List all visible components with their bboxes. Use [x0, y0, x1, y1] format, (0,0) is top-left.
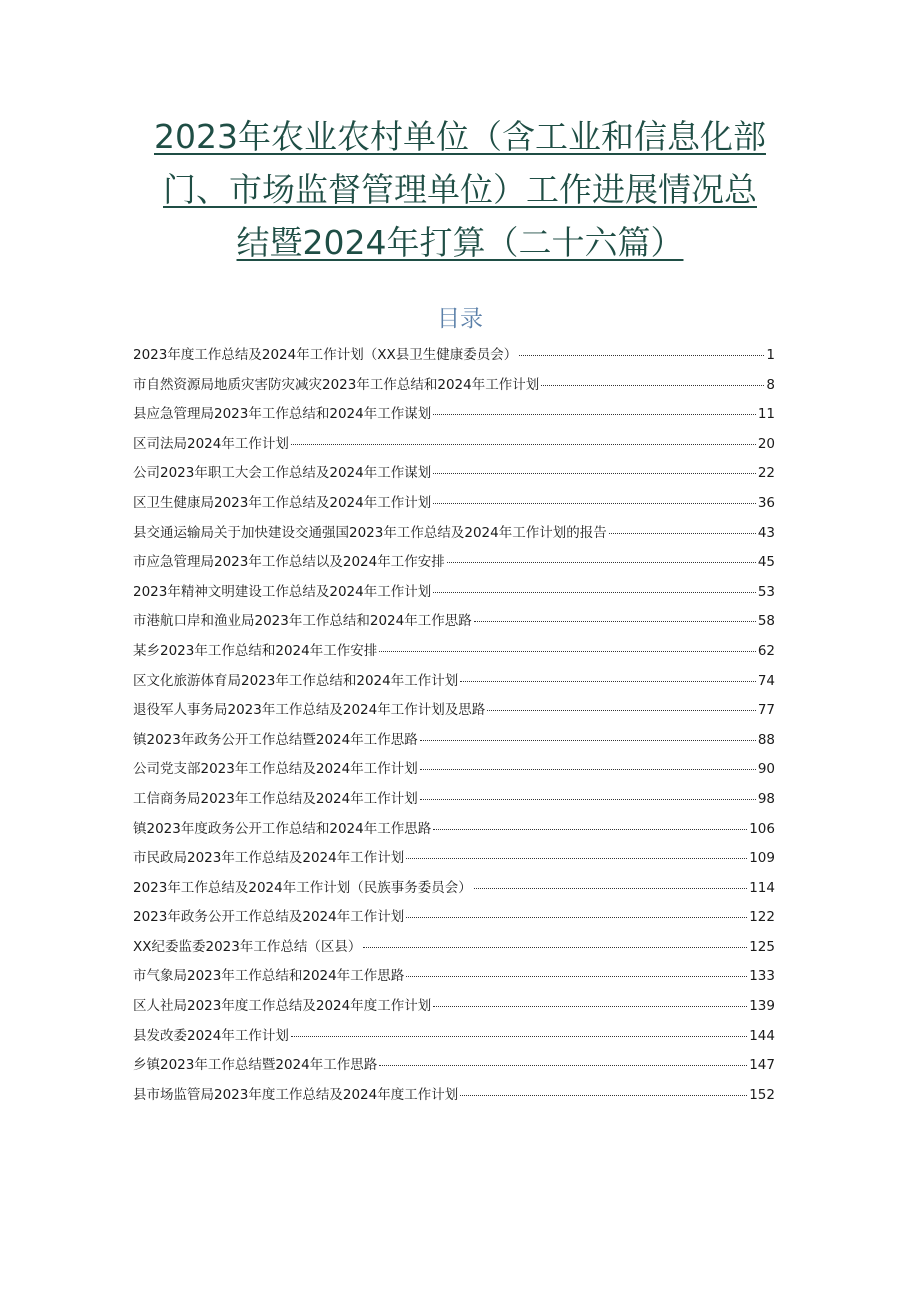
- toc-entry-page: 1: [766, 347, 775, 363]
- toc-entry-title: 2023年工作总结及2024年工作计划（民族事务委员会）: [133, 879, 472, 896]
- toc-entry-page: 90: [757, 761, 775, 778]
- toc-entry-page: 20: [757, 435, 775, 452]
- toc-entry-title: 县交通运输局关于加快建设交通强国2023年工作总结及2024年工作计划的报告: [133, 524, 607, 541]
- toc-entry-title: 市气象局2023年工作总结和2024年工作思路: [133, 968, 405, 985]
- toc-entry-title: 镇2023年政务公开工作总结暨2024年工作思路: [133, 731, 418, 748]
- toc-entry[interactable]: [133, 491, 775, 521]
- toc-leader-dots: [379, 651, 756, 652]
- document-title: [150, 110, 770, 269]
- toc-entry[interactable]: [133, 817, 775, 847]
- toc-leader-dots: [433, 503, 756, 504]
- toc-entry-page: 122: [749, 909, 775, 926]
- toc-entry-page: 106: [749, 820, 775, 837]
- toc-leader-dots: [541, 385, 764, 386]
- toc-leader-dots: [460, 681, 756, 682]
- toc-entry-page: 147: [749, 1057, 775, 1074]
- toc-entry[interactable]: [133, 846, 775, 876]
- toc-entry-title: XX纪委监委2023年工作总结（区县）: [133, 938, 362, 955]
- toc-entry[interactable]: [133, 905, 775, 935]
- toc-entry-page: 22: [757, 465, 775, 482]
- document-title-line-2: 门、市场监督管理单位）工作进展情况总: [163, 170, 757, 209]
- toc-entry[interactable]: [133, 402, 775, 432]
- toc-entry-page: 8: [766, 376, 775, 393]
- toc-leader-dots: [460, 1095, 747, 1096]
- toc-leader-dots: [291, 1036, 747, 1037]
- toc-leader-dots: [406, 917, 747, 918]
- toc-heading: 目录: [437, 306, 483, 332]
- toc-entry-page: 62: [757, 642, 775, 659]
- toc-entry[interactable]: [133, 935, 775, 965]
- toc-entry-page: 152: [749, 1086, 775, 1103]
- toc-entry[interactable]: [133, 550, 775, 580]
- toc-entry-page: 74: [757, 672, 775, 689]
- toc-entry-title: 区卫生健康局2023年工作总结及2024年工作计划: [133, 494, 432, 511]
- toc-entry[interactable]: [133, 728, 775, 758]
- toc-leader-dots: [519, 355, 764, 356]
- toc-entry-page: 77: [757, 702, 775, 719]
- toc-entry-title: 工信商务局2023年工作总结及2024年工作计划: [133, 790, 418, 807]
- toc-entry[interactable]: [133, 373, 775, 403]
- toc-entry-title: 2023年政务公开工作总结及2024年工作计划: [133, 909, 405, 926]
- toc-entry[interactable]: [133, 521, 775, 551]
- toc-entry-page: 45: [757, 554, 775, 571]
- toc-leader-dots: [406, 976, 747, 977]
- toc-entry-page: 144: [749, 1027, 775, 1044]
- toc-entry-title: 区人社局2023年度工作总结及2024年度工作计划: [133, 998, 432, 1015]
- toc-entry-title: 市民政局2023年工作总结及2024年工作计划: [133, 850, 405, 867]
- toc-entry-page: 98: [757, 790, 775, 807]
- toc-entry[interactable]: [133, 580, 775, 610]
- table-of-contents: [133, 343, 775, 1112]
- toc-leader-dots: [291, 444, 756, 445]
- toc-entry[interactable]: [133, 432, 775, 462]
- toc-leader-dots: [474, 888, 748, 889]
- toc-entry-title: 县发改委2024年工作计划: [133, 1027, 289, 1044]
- toc-entry-page: 88: [757, 731, 775, 748]
- toc-entry[interactable]: [133, 1083, 775, 1113]
- toc-leader-dots: [363, 947, 747, 948]
- toc-entry-page: 125: [749, 938, 775, 955]
- toc-entry-page: 53: [757, 583, 775, 600]
- toc-entry-title: 2023年精神文明建设工作总结及2024年工作计划: [133, 583, 432, 600]
- toc-entry[interactable]: [133, 757, 775, 787]
- toc-leader-dots: [433, 1006, 747, 1007]
- toc-entry[interactable]: [133, 698, 775, 728]
- toc-entry-title: 乡镇2023年工作总结暨2024年工作思路: [133, 1057, 378, 1074]
- toc-entry-page: 43: [757, 524, 775, 541]
- toc-leader-dots: [379, 1065, 747, 1066]
- toc-entry-page: 133: [749, 968, 775, 985]
- toc-entry[interactable]: [133, 461, 775, 491]
- toc-entry-title: 公司党支部2023年工作总结及2024年工作计划: [133, 761, 418, 778]
- toc-leader-dots: [420, 740, 756, 741]
- toc-entry-page: 139: [749, 998, 775, 1015]
- toc-leader-dots: [433, 414, 756, 415]
- toc-leader-dots: [433, 592, 756, 593]
- toc-entry[interactable]: [133, 994, 775, 1024]
- toc-leader-dots: [447, 562, 756, 563]
- toc-entry-title: 区文化旅游体育局2023年工作总结和2024年工作计划: [133, 672, 459, 689]
- toc-entry-title: 市自然资源局地质灾害防灾减灾2023年工作总结和2024年工作计划: [133, 376, 540, 393]
- toc-entry[interactable]: [133, 787, 775, 817]
- toc-entry-title: 镇2023年度政务公开工作总结和2024年工作思路: [133, 820, 432, 837]
- toc-entry-title: 县应急管理局2023年工作总结和2024年工作谋划: [133, 406, 432, 423]
- toc-entry-page: 114: [749, 879, 775, 896]
- document-title-line-1: 2023年农业农村单位（含工业和信息化部: [154, 117, 766, 156]
- toc-leader-dots: [433, 829, 747, 830]
- toc-leader-dots: [406, 858, 747, 859]
- toc-entry-title: 区司法局2024年工作计划: [133, 435, 289, 452]
- toc-entry-title: 市港航口岸和渔业局2023年工作总结和2024年工作思路: [133, 613, 472, 630]
- toc-leader-dots: [609, 533, 756, 534]
- toc-entry-title: 市应急管理局2023年工作总结以及2024年工作安排: [133, 554, 445, 571]
- toc-entry-title: 公司2023年职工大会工作总结及2024年工作谋划: [133, 465, 432, 482]
- toc-entry[interactable]: [133, 1024, 775, 1054]
- toc-entry[interactable]: [133, 1053, 775, 1083]
- toc-entry[interactable]: [133, 876, 775, 906]
- toc-entry[interactable]: [133, 343, 775, 373]
- toc-entry-page: 109: [749, 850, 775, 867]
- toc-entry[interactable]: [133, 609, 775, 639]
- toc-leader-dots: [487, 710, 756, 711]
- toc-entry-title: 退役军人事务局2023年工作总结及2024年工作计划及思路: [133, 702, 486, 719]
- toc-entry-page: 36: [757, 494, 775, 511]
- toc-entry-title: 2023年度工作总结及2024年工作计划（XX县卫生健康委员会）: [133, 347, 518, 363]
- toc-leader-dots: [433, 473, 756, 474]
- toc-entry[interactable]: [133, 639, 775, 669]
- toc-leader-dots: [420, 769, 756, 770]
- toc-entry-page: 58: [757, 613, 775, 630]
- toc-leader-dots: [420, 799, 756, 800]
- toc-entry-page: 11: [757, 406, 775, 423]
- toc-entry-title: 县市场监管局2023年度工作总结及2024年度工作计划: [133, 1086, 459, 1103]
- toc-entry[interactable]: [133, 964, 775, 994]
- toc-entry-title: 某乡2023年工作总结和2024年工作安排: [133, 642, 378, 659]
- toc-leader-dots: [474, 621, 756, 622]
- toc-entry[interactable]: [133, 669, 775, 699]
- document-title-line-3: 结暨2024年打算（二十六篇）: [236, 223, 684, 262]
